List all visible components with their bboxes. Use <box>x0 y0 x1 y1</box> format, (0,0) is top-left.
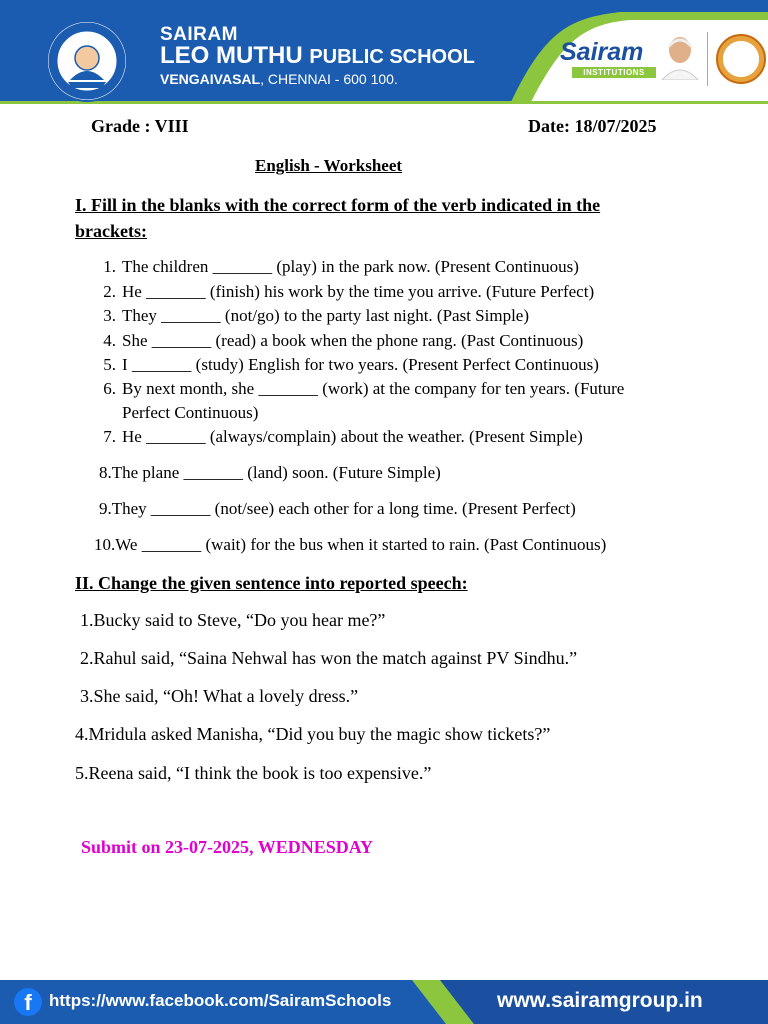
list-item: 8.The plane _______ (land) soon. (Future Simple) <box>99 463 441 482</box>
school-name-line2: LEO MUTHU PUBLIC SCHOOL <box>160 42 475 69</box>
item-number: 4. <box>103 331 116 350</box>
list-item: 1.Bucky said to Steve, “Do you hear me?” <box>80 610 386 630</box>
list-item: She _______ (read) a book when the phone rang. (Past Continuous) <box>122 331 584 350</box>
header-banner <box>0 0 768 108</box>
footer-banner <box>0 980 768 1024</box>
item-number: 7. <box>103 427 116 446</box>
section1-heading: I. Fill in the blanks with the correct form of the verb indicated in the <box>75 195 601 215</box>
list-item-cont: Perfect Continuous) <box>122 403 259 422</box>
facebook-link[interactable]: https://www.facebook.com/SairamSchools <box>49 991 392 1010</box>
facebook-icon[interactable]: f <box>14 988 42 1016</box>
list-item: He _______ (finish) his work by the time you arrive. (Future Perfect) <box>122 282 595 301</box>
worksheet-title: English - Worksheet <box>255 156 403 175</box>
list-item: I _______ (study) English for two years. (Present Perfect Continuous) <box>122 355 599 374</box>
founder-seal-logo <box>716 34 766 84</box>
founder-photo <box>660 34 700 80</box>
header-divider <box>707 32 708 86</box>
list-item: 4.Mridula asked Manisha, “Did you buy the magic show tickets?” <box>75 724 551 744</box>
grade-label: Grade : VIII <box>91 116 189 136</box>
brand-name: Sairam <box>560 38 644 66</box>
school-logo <box>46 20 128 102</box>
list-item: By next month, she _______ (work) at the company for ten years. (Future <box>122 379 625 398</box>
school-name-line1: SAIRAM <box>160 24 238 45</box>
item-number: 6. <box>103 379 116 398</box>
list-item: He _______ (always/complain) about the weather. (Present Simple) <box>122 427 583 446</box>
list-item: 5.Reena said, “I think the book is too expensive.” <box>75 763 432 783</box>
list-item: The children _______ (play) in the park now. (Present Continuous) <box>122 257 579 276</box>
submit-deadline: Submit on 23-07-2025, WEDNESDAY <box>81 837 374 857</box>
website-link[interactable]: www.sairamgroup.in <box>497 989 703 1012</box>
date-label: Date: 18/07/2025 <box>528 116 657 136</box>
list-item: 2.Rahul said, “Saina Nehwal has won the match against PV Sindhu.” <box>80 648 578 668</box>
item-number: 5. <box>103 355 116 374</box>
item-number: 1. <box>103 257 116 276</box>
list-item: 10.We _______ (wait) for the bus when it started to rain. (Past Continuous) <box>94 535 607 554</box>
item-number: 3. <box>103 306 116 325</box>
brand-subtitle: INSTITUTIONS <box>572 67 656 78</box>
section2-heading: II. Change the given sentence into reported speech: <box>75 573 468 593</box>
school-address: VENGAIVASAL, CHENNAI - 600 100. <box>160 71 398 87</box>
list-item: 3.She said, “Oh! What a lovely dress.” <box>80 686 359 706</box>
section1-heading-cont: brackets: <box>75 221 147 241</box>
list-item: They _______ (not/go) to the party last night. (Past Simple) <box>122 306 530 325</box>
list-item: 9.They _______ (not/see) each other for a long time. (Present Perfect) <box>99 499 576 518</box>
item-number: 2. <box>103 282 116 301</box>
